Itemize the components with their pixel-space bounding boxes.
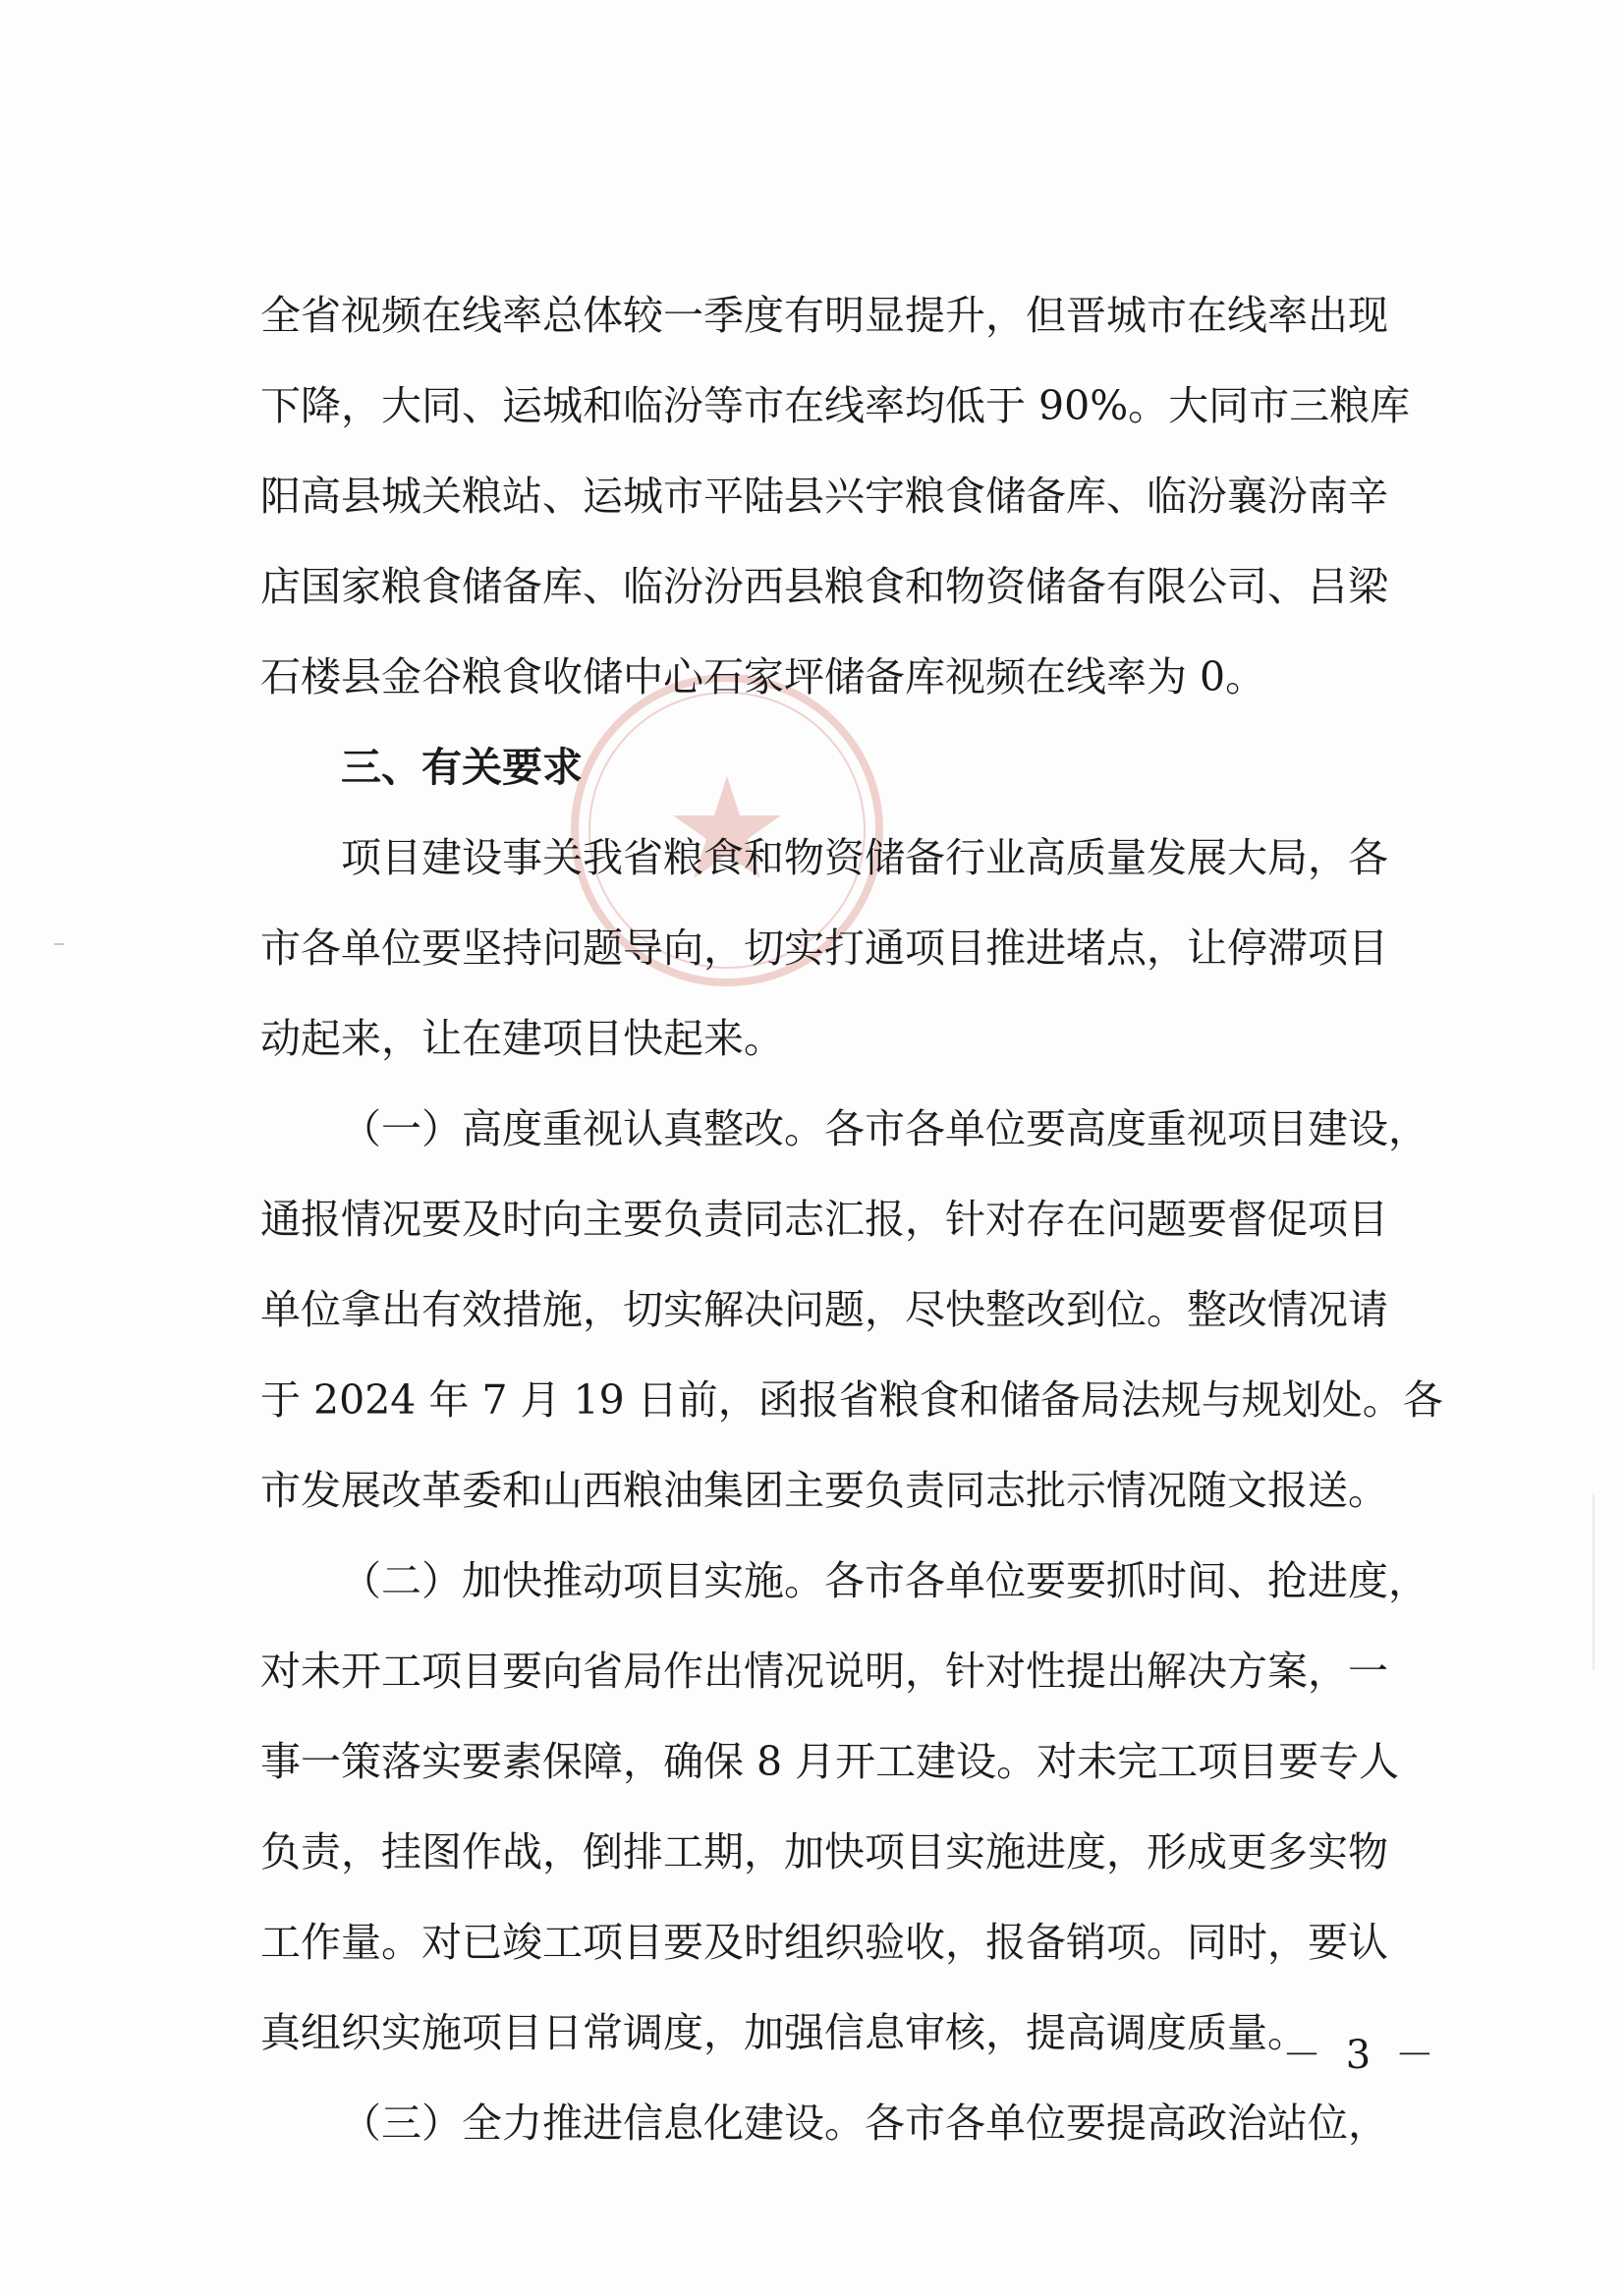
text-line: 单位拿出有效措施，切实解决问题，尽快整改到位。整改情况请 [260,1286,1388,1333]
text-line: 店国家粮食储备库、临汾汾西县粮食和物资储备有限公司、吕梁 [260,563,1388,610]
text-line: 市发展改革委和山西粮油集团主要负责同志批示情况随文报送。 [260,1467,1388,1514]
text-line: 真组织实施项目日常调度，加强信息审核，提高调度质量。 [260,2009,1308,2056]
text-line: 动起来，让在建项目快起来。 [260,1015,784,1062]
body-text [260,270,1443,2168]
text-line: 全省视频在线率总体较一季度有明显提升，但晋城市在线率出现 [260,292,1388,339]
text-line: 事一策落实要素保障，确保 8 月开工建设。对未完工项目要专人 [260,1738,1400,1785]
subsection-line: （三）全力推进信息化建设。各市各单位要提高政治站位， [341,2100,1388,2147]
page-number: － 3 － [1282,2033,1440,2078]
text-line: 负责，挂图作战，倒排工期，加快项目实施进度，形成更多实物 [260,1828,1388,1876]
text-line: 通报情况要及时向主要负责同志汇报，针对存在问题要督促项目 [260,1196,1388,1243]
text-line: 石楼县金谷粮食收储中心石家坪储备库视频在线率为 0。 [260,653,1266,700]
text-line: 于 2024 年 7 月 19 日前，函报省粮食和储备局法规与规划处。各 [260,1376,1443,1424]
text-line: 工作量。对已竣工项目要及时组织验收，报备销项。同时，要认 [260,1919,1388,1966]
text-line: 对未开工项目要向省局作出情况说明，针对性提出解决方案，一 [260,1648,1388,1695]
subsection-line: （一）高度重视认真整改。各市各单位要高度重视项目建设， [341,1105,1428,1152]
text-line: 市各单位要坚持问题导向，切实打通项目推进堵点，让停滞项目 [260,924,1388,972]
subsection-line: （二）加快推动项目实施。各市各单位要要抓时间、抢进度， [341,1557,1428,1604]
section-heading: 三、有关要求 [341,744,583,791]
scan-artifact [1593,1493,1595,1670]
scan-artifact [54,943,64,945]
text-line: 项目建设事关我省粮食和物资储备行业高质量发展大局，各 [341,834,1388,881]
text-line: 阳高县城关粮站、运城市平陆县兴宇粮食储备库、临汾襄汾南辛 [260,473,1388,520]
text-line: 下降，大同、运城和临汾等市在线率均低于 90%。大同市三粮库 [260,382,1411,429]
